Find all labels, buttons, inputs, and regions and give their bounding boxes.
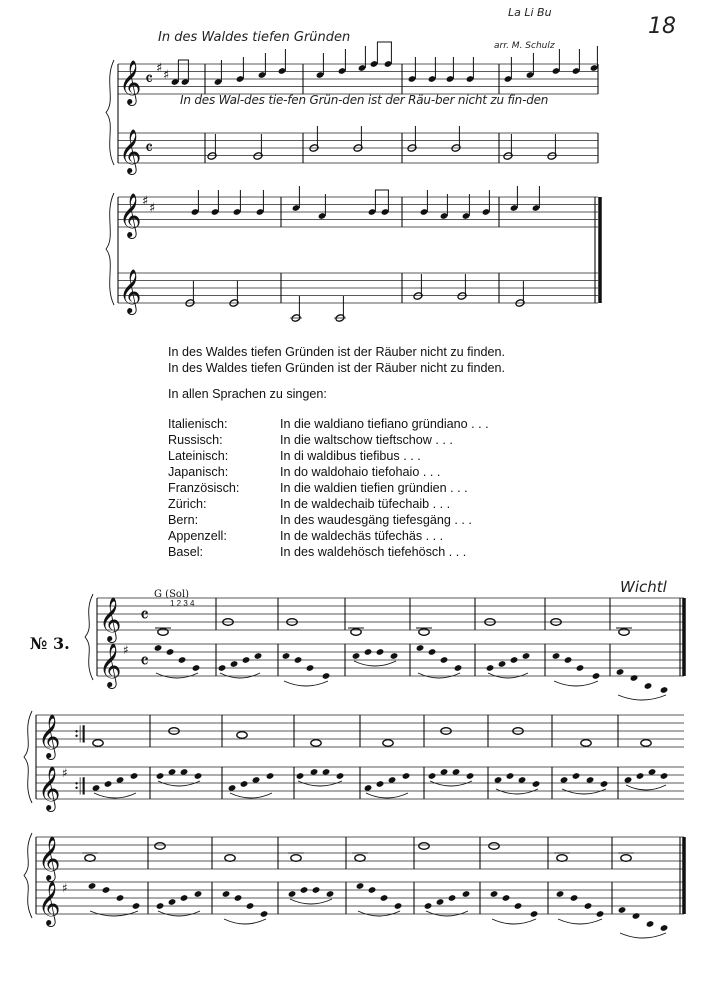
whole-note <box>419 843 429 850</box>
slur <box>366 793 408 798</box>
whole-note <box>225 855 235 862</box>
note <box>288 890 297 898</box>
note <box>300 886 309 894</box>
key-signature: ♯ <box>62 881 68 895</box>
key-signature: ♯ <box>149 201 156 216</box>
note <box>104 780 113 788</box>
language-name: Lateinisch: <box>168 449 229 463</box>
note <box>564 656 573 664</box>
note <box>254 652 263 660</box>
brace <box>106 60 114 165</box>
language-lyric: In de waldechäs tüfechäs . . . <box>280 529 444 543</box>
whole-note <box>621 855 631 862</box>
note <box>532 780 541 788</box>
note <box>616 668 625 676</box>
note <box>312 886 321 894</box>
note <box>246 902 255 910</box>
language-lyric: In di waldibus tiefibus . . . <box>280 449 421 463</box>
slur <box>554 681 598 686</box>
note <box>180 894 189 902</box>
note <box>306 664 315 672</box>
note <box>630 674 639 682</box>
slur <box>224 919 266 924</box>
note <box>486 664 495 672</box>
whole-note <box>291 855 301 862</box>
key-signature: ♯ <box>62 766 68 780</box>
key-signature: ♯ <box>142 194 149 209</box>
key-signature: ♯ <box>123 643 129 657</box>
note <box>552 652 561 660</box>
language-lyric: In do waldohaio tiefohaio . . . <box>280 465 441 479</box>
note <box>260 910 269 918</box>
note <box>336 772 345 780</box>
composer-credit: La Li Bu <box>508 6 552 19</box>
handwritten-signature: Wichtl <box>620 578 667 596</box>
slur <box>418 673 460 678</box>
time-signature: 𝄴 <box>140 603 149 627</box>
language-lyric: In die waldien tiefien gründien . . . <box>280 481 468 495</box>
page-number: 18 <box>648 14 676 39</box>
note <box>530 910 539 918</box>
note <box>462 890 471 898</box>
note <box>368 886 377 894</box>
note <box>168 898 177 906</box>
language-name: Russisch: <box>168 433 223 447</box>
note <box>440 656 449 664</box>
treble-clef: 𝄞 <box>99 597 122 641</box>
note <box>178 656 187 664</box>
fingering: 1 2 3 4 <box>170 599 195 608</box>
note <box>156 902 165 910</box>
whole-note <box>489 843 499 850</box>
note <box>380 894 389 902</box>
note <box>240 780 249 788</box>
slur <box>230 793 272 798</box>
note <box>570 894 579 902</box>
slur <box>492 919 536 924</box>
treble-clef: 𝄞 <box>38 836 61 880</box>
whole-note <box>85 855 95 862</box>
note <box>242 656 251 664</box>
note <box>490 890 499 898</box>
language-name: Basel: <box>168 545 204 559</box>
whole-note <box>155 843 165 850</box>
note <box>416 644 425 652</box>
language-lyric: In die waldiano tiefiano gründiano . . . <box>280 417 489 431</box>
sing-intro: In allen Sprachen zu singen: <box>168 387 327 401</box>
note <box>576 664 585 672</box>
note <box>428 648 437 656</box>
note <box>326 890 335 898</box>
note <box>88 882 97 890</box>
note <box>230 660 239 668</box>
key-signature: ♯ <box>163 68 170 83</box>
brace <box>24 833 32 918</box>
note <box>448 894 457 902</box>
note <box>454 664 463 672</box>
note <box>660 924 669 932</box>
time-signature: 𝄴 <box>145 138 154 159</box>
lyric-line: In des Waldes tiefen Gründen ist der Räuber nicht zu finden. <box>168 361 505 375</box>
slur <box>558 919 602 924</box>
whole-note <box>641 740 651 747</box>
handwritten-lyrics: In des Wal-des tie-fen Grün-den ist der Räu-ber nicht zu fin-den <box>180 93 549 107</box>
slur <box>488 673 528 678</box>
whole-note <box>383 740 393 747</box>
treble-clef: 𝄞 <box>38 766 61 810</box>
note <box>636 772 645 780</box>
language-name: Bern: <box>168 513 199 527</box>
treble-clef: 𝄞 <box>119 129 142 173</box>
repeat-sign: 𝄇 <box>74 723 85 748</box>
treble-clef: 𝄞 <box>38 881 61 925</box>
note <box>376 648 385 656</box>
note <box>166 648 175 656</box>
time-signature: 𝄴 <box>140 649 149 673</box>
slur <box>562 789 606 794</box>
brace <box>24 711 32 803</box>
note <box>618 906 627 914</box>
whole-note <box>237 732 247 739</box>
note <box>592 672 601 680</box>
language-name: Appenzell: <box>168 529 227 543</box>
note <box>646 920 655 928</box>
note <box>192 664 201 672</box>
note <box>660 686 669 694</box>
language-lyric: In des waudesgäng tiefesgäng . . . <box>280 513 472 527</box>
slur <box>430 781 472 786</box>
whole-note <box>581 740 591 747</box>
language-lyric: In die waltschow tieftschow . . . <box>280 433 453 447</box>
slur <box>496 789 538 794</box>
whole-note <box>355 855 365 862</box>
note <box>584 902 593 910</box>
note <box>428 772 437 780</box>
whole-note <box>311 740 321 747</box>
note <box>498 660 507 668</box>
note <box>266 772 275 780</box>
arranger-credit: arr. M. Schulz <box>494 41 555 51</box>
slur <box>156 673 198 678</box>
note <box>296 772 305 780</box>
note <box>154 644 163 652</box>
note <box>222 890 231 898</box>
note <box>194 890 203 898</box>
note <box>632 912 641 920</box>
slur <box>158 911 200 916</box>
language-name: Italienisch: <box>168 417 228 431</box>
note <box>356 882 365 890</box>
slur <box>620 933 666 938</box>
note <box>364 648 373 656</box>
note <box>600 780 609 788</box>
note <box>194 772 203 780</box>
note <box>556 890 565 898</box>
song-title: In des Waldes tiefen Gründen <box>158 30 351 45</box>
slur <box>618 695 666 700</box>
slur <box>298 781 342 786</box>
note <box>402 772 411 780</box>
slur <box>290 899 332 904</box>
language-name: Zürich: <box>168 497 207 511</box>
slur <box>94 793 136 798</box>
note <box>436 898 445 906</box>
repeat-sign: 𝄇 <box>74 775 85 800</box>
note <box>294 656 303 664</box>
note <box>390 652 399 660</box>
note <box>506 772 515 780</box>
note <box>376 780 385 788</box>
treble-clef: 𝄞 <box>99 643 122 687</box>
note <box>644 682 653 690</box>
note <box>132 902 141 910</box>
slur <box>358 911 400 916</box>
note <box>156 772 165 780</box>
language-name: Japanisch: <box>168 465 229 479</box>
treble-clef: 𝄞 <box>119 60 142 104</box>
brace <box>85 594 93 680</box>
note <box>282 652 291 660</box>
note <box>352 652 361 660</box>
note <box>466 772 475 780</box>
note <box>116 894 125 902</box>
note <box>522 652 531 660</box>
language-lyric: In de waldechaib tüfechaib . . . <box>280 497 451 511</box>
lyric-line: In des Waldes tiefen Gründen ist der Räuber nicht zu finden. <box>168 345 505 359</box>
piece-number: № 3. <box>30 634 70 653</box>
note <box>234 894 243 902</box>
language-name: Französisch: <box>168 481 240 495</box>
slur <box>220 673 260 678</box>
note <box>514 902 523 910</box>
treble-clef: 𝄞 <box>38 714 61 758</box>
note <box>102 886 111 894</box>
note <box>130 772 139 780</box>
slur <box>354 661 396 666</box>
note <box>572 772 581 780</box>
slur <box>426 911 468 916</box>
whole-note <box>557 855 567 862</box>
slur <box>158 781 200 786</box>
note <box>424 902 433 910</box>
note <box>660 772 669 780</box>
slur <box>626 785 666 790</box>
note <box>394 902 403 910</box>
time-signature: 𝄴 <box>145 69 154 90</box>
whole-note <box>93 740 103 747</box>
note <box>596 910 605 918</box>
language-lyric: In des waldehösch tiefehösch . . . <box>280 545 467 559</box>
key-signature: ♯ <box>156 61 163 76</box>
note <box>218 664 227 672</box>
treble-clef: 𝄞 <box>119 193 142 237</box>
note <box>322 672 331 680</box>
note <box>510 656 519 664</box>
slur <box>284 681 328 686</box>
treble-clef: 𝄞 <box>119 269 142 313</box>
slur <box>90 911 138 916</box>
chord-marking: G (Sol) <box>154 589 190 600</box>
brace <box>106 193 114 305</box>
note <box>502 894 511 902</box>
